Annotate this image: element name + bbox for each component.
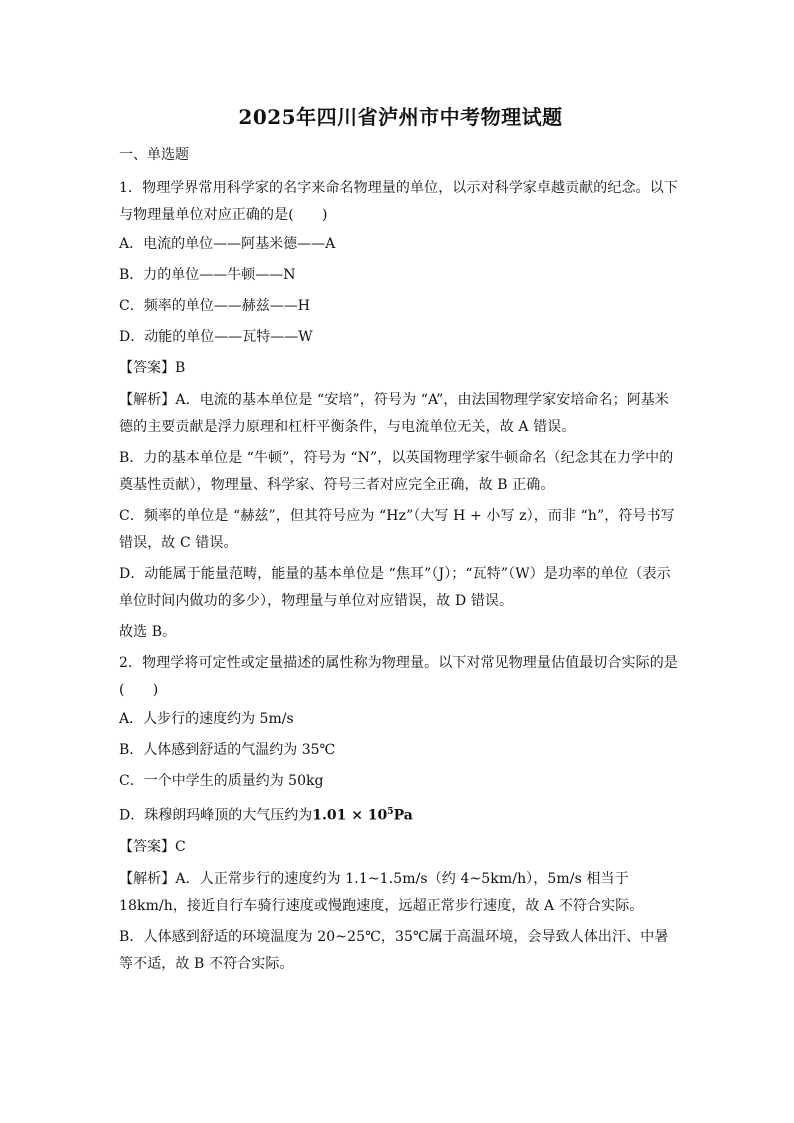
question-2-option-d-text: D．珠穆朗玛峰顶的大气压约为 [119, 807, 313, 824]
scientific-notation-exponent: 5 [387, 807, 394, 817]
question-1-option-d: D．动能的单位——瓦特——W [119, 329, 313, 345]
question-1-option-b: B．力的单位——牛顿——N [119, 267, 296, 283]
question-1-conclusion: 故选 B。 [119, 624, 177, 640]
question-1-answer: 【答案】B [119, 360, 186, 376]
pressure-unit: Pa [393, 807, 413, 824]
question-2-option-b: B．人体感到舒适的气温约为 35℃ [119, 742, 336, 758]
question-2-option-c: C．一个中学生的质量约为 50kg [119, 773, 324, 789]
page-title: 2025年四川省泸州市中考物理试题 [238, 105, 563, 129]
question-2-stem: 2．物理学将可定性或定量描述的属性称为物理量。以下对常见物理量估值最切合实际的是( ) [119, 655, 678, 698]
question-2-option-a: A．人步行的速度约为 5m/s [119, 711, 294, 727]
question-2-answer: 【答案】C [119, 838, 186, 855]
question-1-analysis-c: C．频率的单位是 “赫兹”，但其符号应为 “Hz”（大写 H + 小写 z），而非 “h”，符号书写错误，故 C 错误。 [119, 508, 675, 551]
section-heading: 一、单选题 [119, 147, 189, 163]
question-2-analysis-a: 【解析】A．人正常步行的速度约为 1.1~1.5m/s（约 4~5km/h），5m/s 相当于18km/h，接近自行车骑行速度或慢跑速度，远超正常步行速度，故 A 不符合实际。 [119, 870, 644, 914]
scientific-notation-value: 1.01 × 10 [312, 807, 388, 824]
question-1-option-a: A．电流的单位——阿基米德——A [119, 236, 336, 252]
question-1-stem: 1．物理学界常用科学家的名字来命名物理量的单位，以示对科学家卓越贡献的纪念。以下与物理量单位对应正确的是( ) [119, 180, 678, 223]
question-1-option-c: C．频率的单位——赫兹——H [119, 298, 310, 314]
question-1-analysis-a: 【解析】A．电流的基本单位是 “安培”，符号为 “A”，由法国物理学家安培命名；阿基米德的主要贡献是浮力原理和杠杆平衡条件，与电流单位无关，故 A 错误。 [119, 392, 669, 435]
question-1-analysis-b: B．力的基本单位是 “牛顿”，符号为 “N”，以英国物理学家牛顿命名（纪念其在力学中的奠基性贡献），物理量、科学家、符号三者对应完全正确，故 B 正确。 [119, 450, 674, 493]
question-1-analysis-d: D．动能属于能量范畴，能量的基本单位是 “焦耳”（J）；“瓦特”（W）是功率的单位（表示单位时间内做功的多少），物理量与单位对应错误，故 D 错误。 [119, 566, 671, 609]
question-2-option-d [119, 801, 682, 827]
question-2-analysis-b: B．人体感到舒适的环境温度为 20~25℃，35℃属于高温环境，会导致人体出汗、中暑等不适，故 B 不符合实际。 [119, 928, 669, 972]
